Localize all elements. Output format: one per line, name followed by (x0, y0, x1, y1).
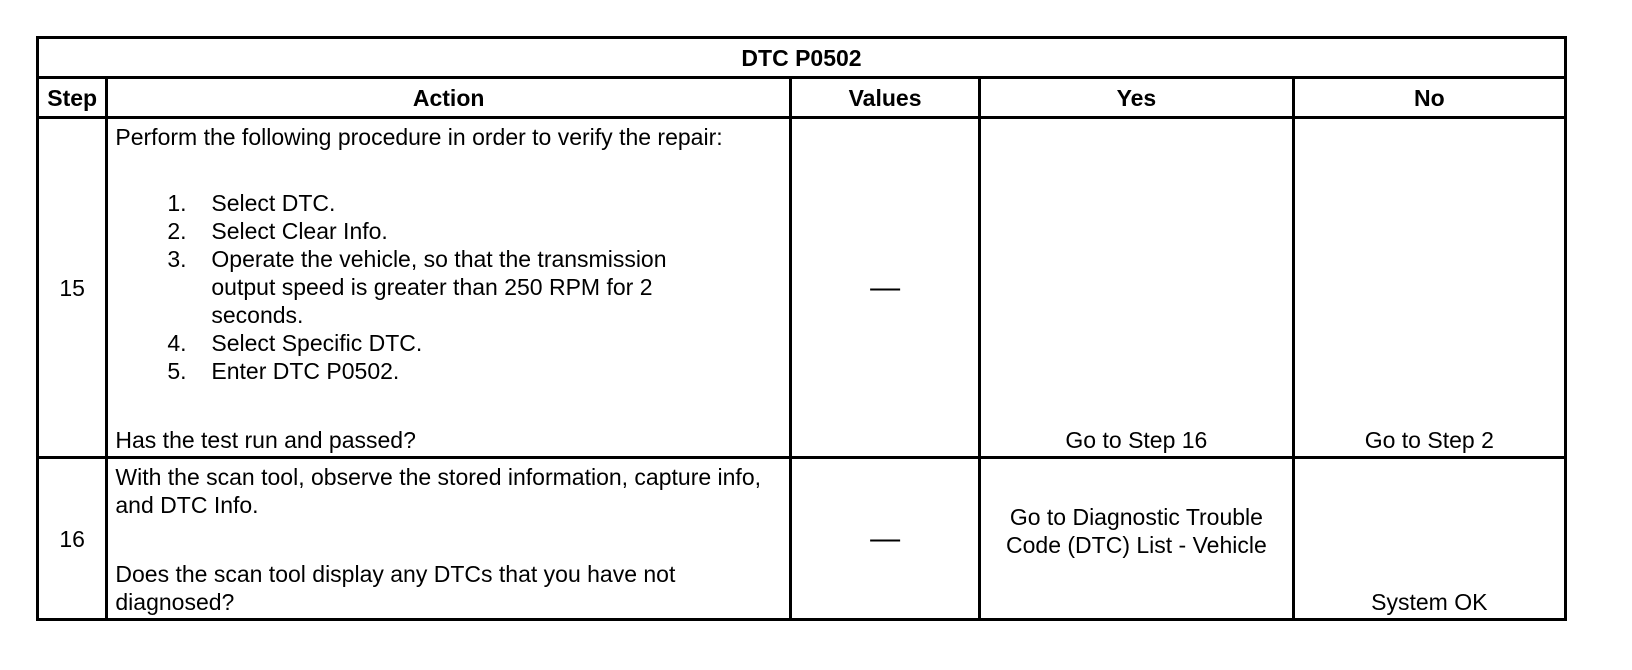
table-title-row (38, 38, 1566, 78)
list-item (111, 189, 786, 217)
list-item (111, 217, 786, 245)
no-link[interactable]: Go to Step 2 (1364, 427, 1494, 453)
yes-link[interactable]: Go to Step 16 (1065, 427, 1208, 453)
values-cell: — (790, 118, 979, 458)
list-item (111, 357, 786, 385)
no-cell (1293, 118, 1565, 458)
table-row (38, 458, 1566, 620)
header-yes: Yes (980, 78, 1293, 118)
yes-link[interactable]: Go to Diagnostic Trouble Code (DTC) List - Vehicle (1006, 504, 1267, 558)
action-intro: With the scan tool, observe the stored information, capture info, and DTC Info. (115, 464, 762, 518)
table-title: DTC P0502 (38, 38, 1566, 78)
list-item-number: 5. (167, 358, 187, 384)
dtc-table (36, 36, 1567, 621)
action-question: Does the scan tool display any DTCs that you have not diagnosed? (115, 561, 676, 615)
action-intro: Perform the following procedure in order to verify the repair: (115, 124, 723, 150)
no-result: System OK (1371, 589, 1488, 615)
list-item-text: Select Specific DTC. (211, 330, 423, 356)
list-item-number: 1. (167, 190, 187, 216)
list-item-number: 2. (167, 218, 187, 244)
action-question: Has the test run and passed? (115, 427, 416, 453)
action-cell (107, 118, 791, 458)
step-cell: 16 (38, 458, 107, 620)
yes-cell (980, 458, 1293, 620)
list-item (111, 245, 786, 329)
list-item-text: Enter DTC P0502. (211, 358, 400, 384)
list-item-number: 3. (167, 246, 187, 272)
list-item-text: Select Clear Info. (211, 218, 388, 244)
values-cell: — (790, 458, 979, 620)
header-no: No (1293, 78, 1565, 118)
list-item-text: Select DTC. (211, 190, 336, 216)
list-item-number: 4. (167, 330, 187, 356)
procedure-list (111, 189, 786, 385)
table-header-row (38, 78, 1566, 118)
list-item-text: Operate the vehicle, so that the transmission output speed is greater than 250 RPM for 2 seconds. (211, 246, 667, 328)
step-cell: 15 (38, 118, 107, 458)
no-cell (1293, 458, 1565, 620)
action-cell (107, 458, 791, 620)
list-item (111, 329, 786, 357)
header-step: Step (38, 78, 107, 118)
header-action: Action (107, 78, 791, 118)
yes-cell (980, 118, 1293, 458)
table-row (38, 118, 1566, 458)
header-values: Values (790, 78, 979, 118)
